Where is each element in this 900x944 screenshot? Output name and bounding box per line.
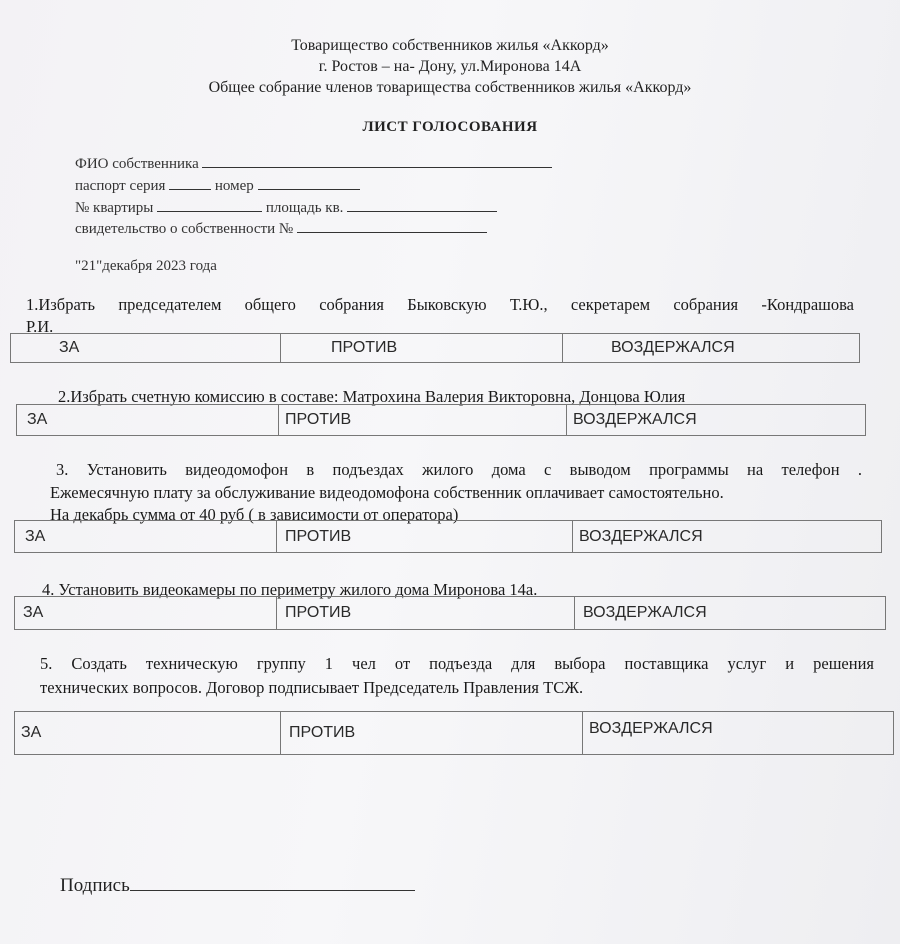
apartment-no-label: № квартиры — [75, 200, 154, 216]
vote-row-2 — [16, 404, 866, 436]
ownership-cert-field — [75, 218, 487, 238]
question-4-line-1: 4. Установить видеокамеры по периметру жилого дома Миронова 14а. — [42, 580, 538, 599]
ballot-title: ЛИСТ ГОЛОСОВАНИЯ — [362, 119, 538, 135]
ownership-cert-blank — [297, 218, 487, 233]
question-3-line-3: На декабрь сумма от 40 руб ( в зависимости от оператора) — [50, 505, 459, 524]
vote-for-cell[interactable]: ЗА — [17, 405, 279, 435]
vote-row-1 — [10, 333, 860, 363]
passport-number-blank — [258, 175, 360, 190]
vote-against-cell[interactable]: ПРОТИВ — [281, 712, 583, 754]
owner-name-field — [75, 153, 552, 173]
question-2-line-1: 2.Избрать счетную комиссию в составе: Матрохина Валерия Викторовна, Донцова Юлия — [58, 387, 686, 406]
vote-against-cell[interactable]: ПРОТИВ — [281, 334, 563, 362]
vote-abstain-cell[interactable]: ВОЗДЕРЖАЛСЯ — [583, 604, 707, 621]
apartment-area-blank — [347, 197, 497, 212]
apartment-area-label: площадь кв. — [265, 200, 344, 216]
question-3-line-2: Ежемесячную плату за обслуживание видеодомофона собственник оплачивает самостоятельно. — [50, 483, 724, 502]
apartment-field — [75, 197, 497, 217]
signature-field — [60, 874, 415, 897]
vote-against-cell[interactable]: ПРОТИВ — [277, 521, 573, 552]
ownership-cert-label: свидетельство о собственности № — [75, 221, 294, 237]
passport-series-blank — [169, 175, 211, 190]
question-3-line-1: 3. Установить видеодомофон в подъездах жилого дома с выводом программы на телефон . — [56, 460, 862, 479]
vote-abstain-cell[interactable]: ВОЗДЕРЖАЛСЯ — [611, 339, 735, 356]
meeting-title: Общее собрание членов товарищества собственников жилья «Аккорд» — [208, 79, 692, 96]
question-1-line-1: 1.Избрать председателем общего собрания Быковскую Т.Ю., секретарем собрания -Кондрашова — [26, 295, 854, 314]
vote-row-4 — [14, 596, 886, 630]
passport-field — [75, 175, 360, 195]
association-address: г. Ростов – на- Дону, ул.Миронова 14А — [318, 58, 582, 75]
vote-for-cell[interactable]: ЗА — [11, 334, 281, 362]
association-name: Товарищество собственников жилья «Аккорд» — [291, 37, 609, 54]
vote-for-cell[interactable]: ЗА — [15, 597, 277, 629]
passport-number-label: номер — [214, 178, 254, 194]
vote-row-3 — [14, 520, 882, 553]
vote-against-cell[interactable]: ПРОТИВ — [279, 405, 567, 435]
vote-row-5 — [14, 711, 894, 755]
vote-abstain-cell[interactable]: ВОЗДЕРЖАЛСЯ — [579, 527, 703, 545]
vote-for-cell[interactable]: ЗА — [15, 712, 281, 754]
vote-abstain-cell[interactable]: ВОЗДЕРЖАЛСЯ — [589, 720, 713, 737]
ballot-date: "21"декабря 2023 года — [75, 258, 217, 274]
question-1-line-2: Р.И. — [26, 317, 54, 336]
vote-abstain-cell[interactable]: ВОЗДЕРЖАЛСЯ — [573, 411, 697, 428]
owner-name-label: ФИО собственника — [75, 156, 199, 172]
question-5-line-2: технических вопросов. Договор подписывает Председатель Правления ТСЖ. — [40, 678, 584, 697]
apartment-no-blank — [157, 197, 262, 212]
owner-name-blank — [202, 153, 552, 168]
vote-for-cell[interactable]: ЗА — [15, 521, 277, 552]
question-5-line-1: 5. Создать техническую группу 1 чел от подъезда для выбора поставщика услуг и решения — [40, 654, 874, 673]
signature-blank[interactable] — [130, 874, 415, 891]
passport-series-label: паспорт серия — [75, 178, 166, 194]
signature-label: Подпись — [60, 875, 130, 896]
vote-against-cell[interactable]: ПРОТИВ — [277, 597, 575, 629]
